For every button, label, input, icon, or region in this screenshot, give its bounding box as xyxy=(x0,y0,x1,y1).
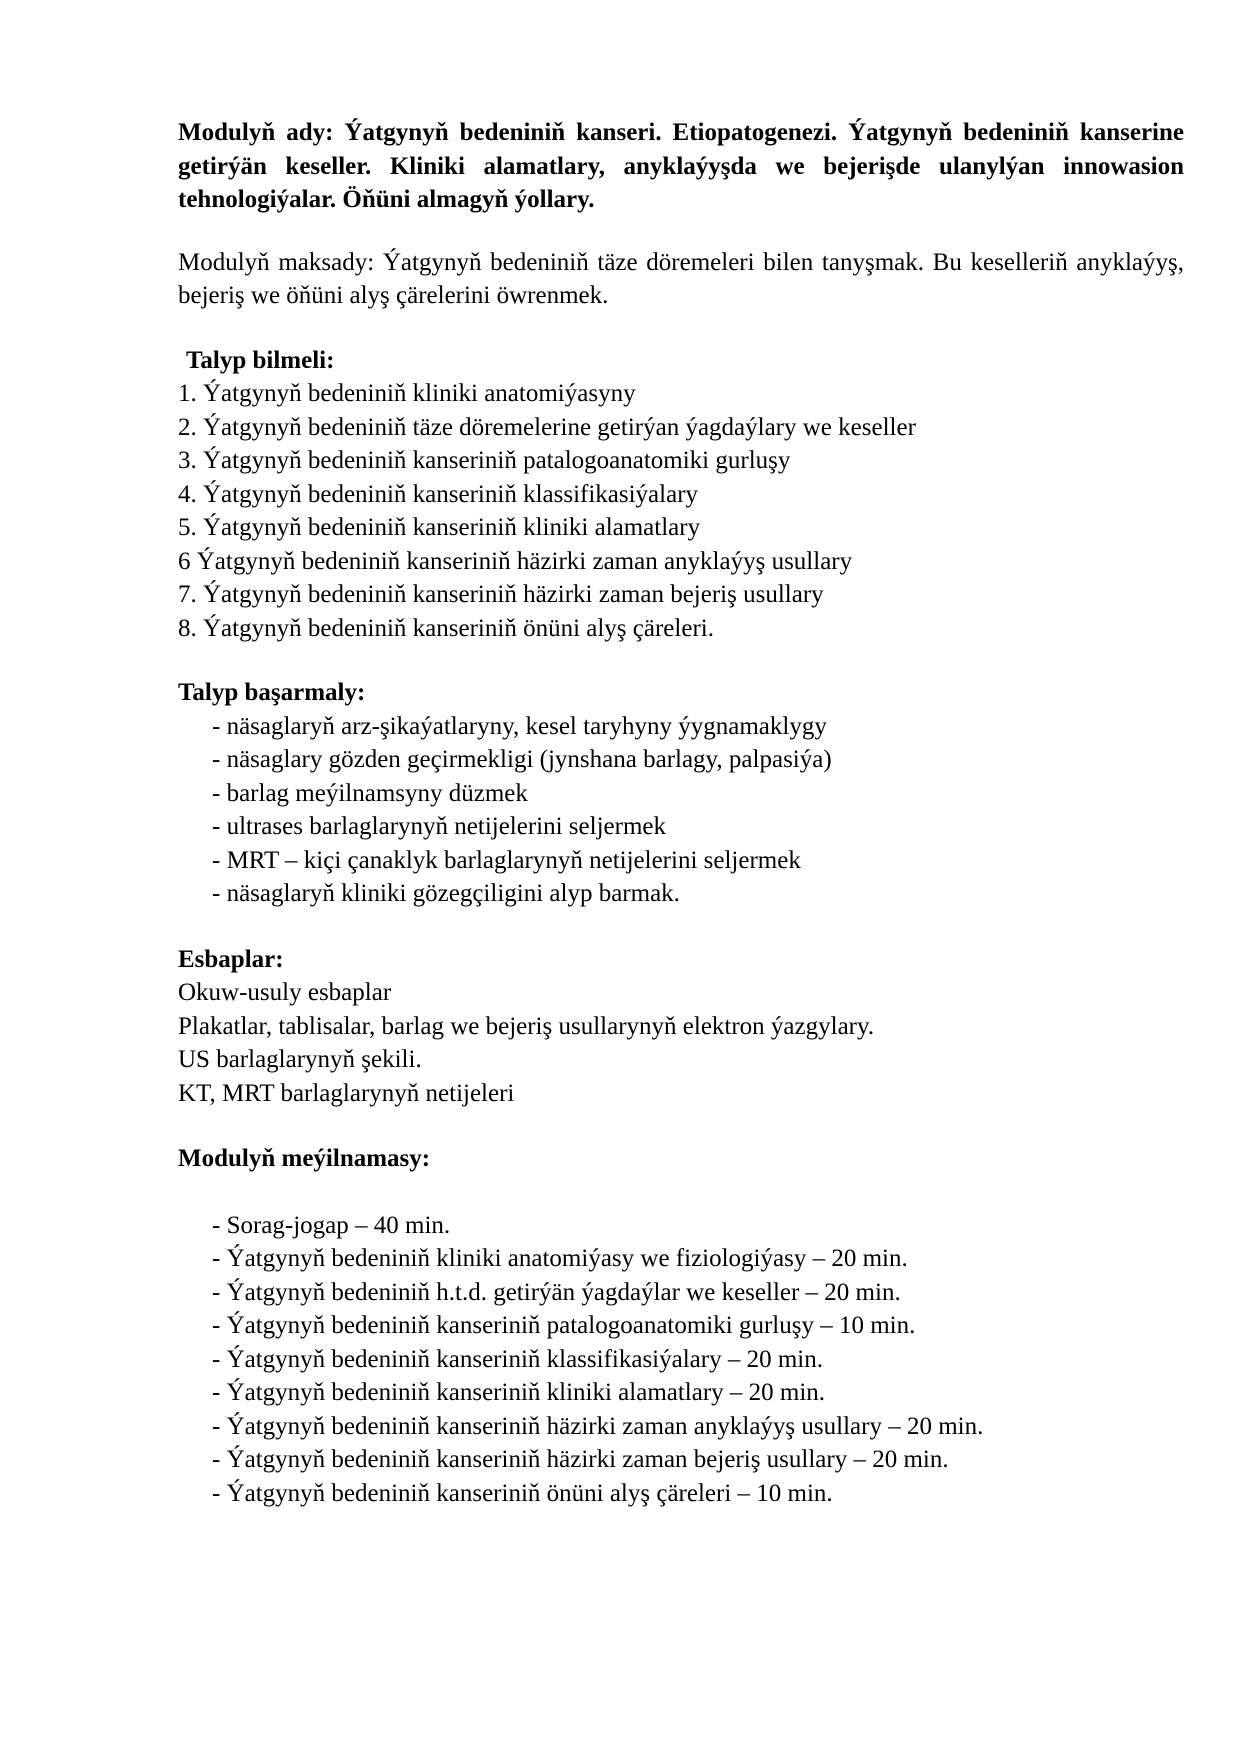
list-item: - näsaglaryň arz-şikaýatlaryny, kesel taryhyny ýygnamaklygy xyxy=(212,712,827,740)
list-item: KT, MRT barlaglarynyň netijeleri xyxy=(178,1079,515,1107)
list-item: US barlaglarynyň şekili. xyxy=(178,1046,422,1073)
list-item: - ultrases barlaglarynyň netijelerini seljermek xyxy=(212,813,666,840)
list-item: 6 Ýatgynyň bedeniniň kanseriniň häzirki zaman anyklaýyş usullary xyxy=(178,547,853,575)
list-item: 7. Ýatgynyň bedeniniň kanseriniň häzirki zaman bejeriş usullary xyxy=(178,581,824,608)
list-item: - Ýatgynyň bedeniniň kanseriniň kliniki alamatlary – 20 min. xyxy=(212,1379,826,1406)
list-item: 5. Ýatgynyň bedeniniň kanseriniň kliniki alamatlary xyxy=(178,514,701,541)
heading-esbaplar: Esbaplar: xyxy=(178,945,284,973)
list-item: - Ýatgynyň bedeniniň kanseriniň häzirki zaman bejeriş usullary – 20 min. xyxy=(212,1446,949,1473)
list-item: - MRT – kiçi çanaklyk barlaglarynyň netijelerini seljermek xyxy=(212,846,801,874)
module-aim: Modulyň maksady: Ýatgynyň bedeniniň täze döremeleri bilen tanyşmak. Bu keselleriň anyklaýyş, bejeriş we öňüni alyş çärelerini öwrenmek. xyxy=(178,248,1184,309)
list-item: - Sorag-jogap – 40 min. xyxy=(212,1211,451,1239)
list-item: - näsaglaryň kliniki gözegçiligini alyp barmak. xyxy=(212,880,680,907)
list-item: - Ýatgynyň bedeniniň kliniki anatomiýasy we fiziologiýasy – 20 min. xyxy=(212,1245,908,1272)
list-item: - Ýatgynyň bedeniniň kanseriniň klassifikasiýalary – 20 min. xyxy=(212,1345,823,1373)
module-title: Modulyň ady: Ýatgynyň bedeniniň kanseri. Etiopatogenezi. Ýatgynyň bedeniniň kanserine getirýän keseller. Kliniki alamatlary, anyklaýyşda we bejerişde ulanylýan innowasion tehnologiýalar. Öňüni almagyň ýollary. xyxy=(178,119,1184,213)
list-item: - Ýatgynyň bedeniniň kanseriniň patalogoanatomiki gurluşy – 10 min. xyxy=(212,1312,916,1339)
list-item: - Ýatgynyň bedeniniň kanseriniň önüni alyş çäreleri – 10 min. xyxy=(212,1479,833,1507)
list-item: 4. Ýatgynyň bedeniniň kanseriniň klassifikasiýalary xyxy=(178,480,699,508)
list-item: Okuw-usuly esbaplar xyxy=(178,979,392,1006)
list-item: 3. Ýatgynyň bedeniniň kanseriniň patalogoanatomiki gurluşy xyxy=(178,447,791,474)
list-item: 1. Ýatgynyň bedeniniň kliniki anatomiýasyny xyxy=(178,380,636,407)
skills-list xyxy=(178,710,1184,911)
section-module-plan xyxy=(178,1142,1184,1510)
list-item: - Ýatgynyň bedeniniň kanseriniň häzirki zaman anyklaýyş usullary – 20 min. xyxy=(212,1412,984,1440)
plan-list xyxy=(178,1209,1184,1511)
list-item: 8. Ýatgynyň bedeniniň kanseriniň önüni alyş çäreleri. xyxy=(178,614,714,642)
section-student-knowledge xyxy=(178,344,1184,646)
knowledge-list xyxy=(178,377,1184,645)
equipment-list xyxy=(178,976,1184,1110)
list-item: - barlag meýilnamsyny düzmek xyxy=(212,779,528,807)
heading-talyp-basarmaly: Talyp başarmaly: xyxy=(178,679,366,706)
list-item: Plakatlar, tablisalar, barlag we bejeriş usullarynyň elektron ýazgylary. xyxy=(178,1012,875,1040)
list-item: - Ýatgynyň bedeniniň h.t.d. getirýän ýagdaýlar we keseller – 20 min. xyxy=(212,1278,901,1306)
section-equipment xyxy=(178,943,1184,1111)
document-page xyxy=(178,116,1184,1510)
heading-modulyn-meyilnamasy: Modulyň meýilnamasy: xyxy=(178,1145,431,1172)
list-item: 2. Ýatgynyň bedeniniň täze döremelerine getirýan ýagdaýlary we keseller xyxy=(178,413,916,441)
heading-talyp-bilmeli: Talyp bilmeli: xyxy=(186,346,335,374)
list-item: - näsaglary gözden geçirmekligi (jynshana barlagy, palpasiýa) xyxy=(212,746,832,773)
section-student-skills xyxy=(178,676,1184,911)
